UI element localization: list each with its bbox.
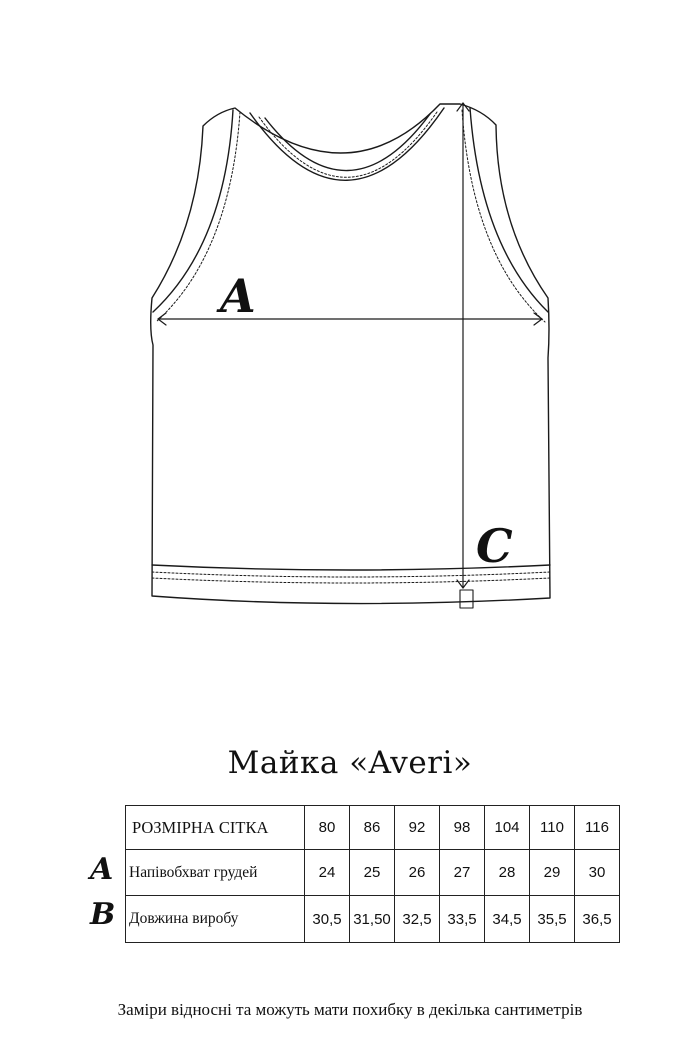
size-cell: 80 xyxy=(305,806,350,850)
value-cell: 35,5 xyxy=(530,896,575,943)
right-armhole-binding xyxy=(470,108,548,312)
table-row-length xyxy=(126,896,620,943)
measurement-disclaimer: Заміри відносні та можуть мати похибку в декілька сантиметрів xyxy=(117,1000,583,1019)
product-title: Майка «Averi» xyxy=(227,745,473,781)
right-armhole-stitch xyxy=(462,110,545,322)
table-row-chest xyxy=(126,850,620,896)
value-cell: 26 xyxy=(395,850,440,896)
size-label-tag xyxy=(460,590,473,608)
value-cell: 36,5 xyxy=(575,896,620,943)
measure-label-a: A xyxy=(220,269,256,323)
size-cell: 92 xyxy=(395,806,440,850)
value-cell: 24 xyxy=(305,850,350,896)
row-label-length: Довжина виробу xyxy=(126,896,305,943)
size-cell: 86 xyxy=(350,806,395,850)
measure-label-c: C xyxy=(476,519,513,573)
neckline-inner xyxy=(250,108,444,180)
row-label-chest: Напівобхват грудей xyxy=(126,850,305,896)
size-header-row xyxy=(126,806,620,850)
row-marker-b: B xyxy=(90,897,116,932)
value-cell: 30 xyxy=(575,850,620,896)
hem-stitch-2 xyxy=(152,578,550,583)
value-cell: 30,5 xyxy=(305,896,350,943)
value-cell: 31,50 xyxy=(350,896,395,943)
value-cell: 28 xyxy=(485,850,530,896)
size-cell: 98 xyxy=(440,806,485,850)
value-cell: 33,5 xyxy=(440,896,485,943)
value-cell: 27 xyxy=(440,850,485,896)
value-cell: 29 xyxy=(530,850,575,896)
value-cell: 32,5 xyxy=(395,896,440,943)
size-chart-table xyxy=(125,805,620,943)
neckline-stitch xyxy=(259,112,437,177)
value-cell: 34,5 xyxy=(485,896,530,943)
row-marker-a: A xyxy=(90,852,114,887)
size-cell: 116 xyxy=(575,806,620,850)
size-cell: 104 xyxy=(485,806,530,850)
size-chart-header-label: РОЗМІРНА СІТКА xyxy=(126,806,305,850)
size-cell: 110 xyxy=(530,806,575,850)
value-cell: 25 xyxy=(350,850,395,896)
